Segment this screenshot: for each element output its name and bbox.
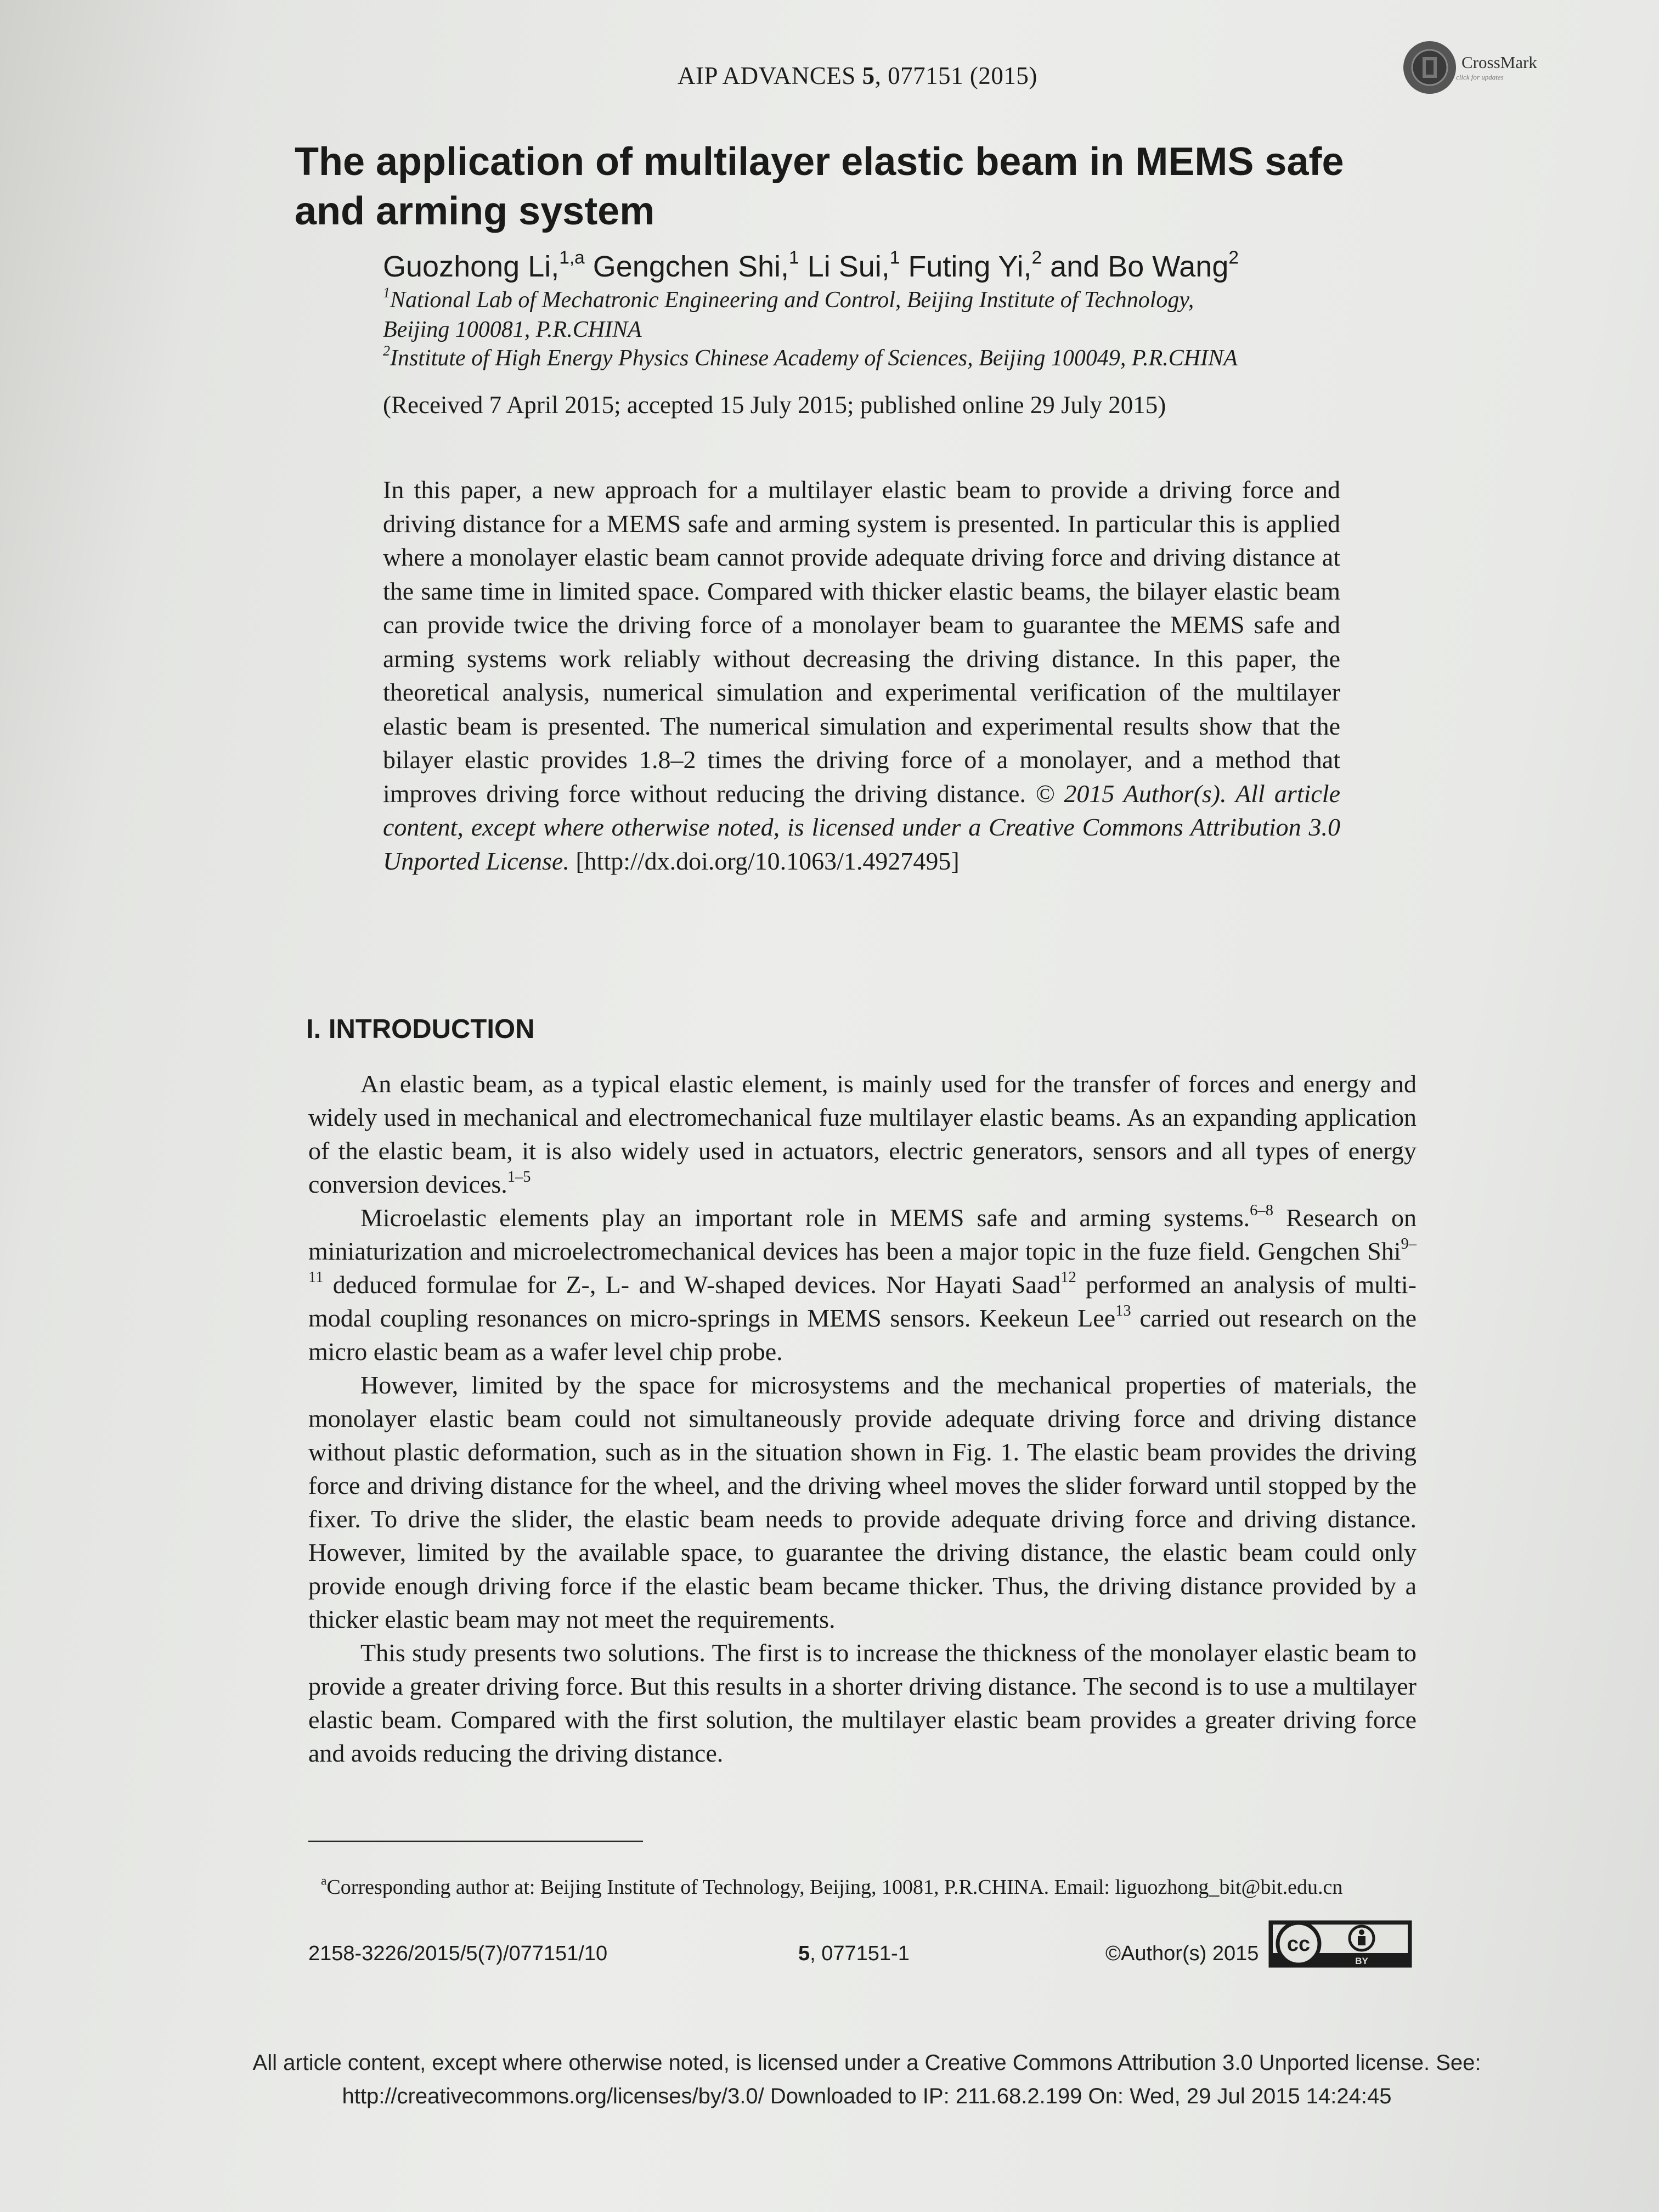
license-note-line-1: All article content, except where otherwise noted, is licensed under a Creative Commons Attribution 3.0 Unported license. See: (252, 2051, 1481, 2075)
publication-dates: (Received 7 April 2015; accepted 15 July 2015; published online 29 July 2015) (383, 391, 1166, 419)
abstract-text: In this paper, a new approach for a multilayer elastic beam to provide a driving force and driving distance for a MEMS safe and arming system is presented. In particular this is applied where a monolayer elastic beam cannot provide adequate driving force and driving distance at the same time in limited space. Compared with thicker elastic beams, the bilayer elastic beam can provide twice the driving force of a monolayer beam to guarantee the MEMS safe and arming systems work reliably without decreasing the driving distance. In this paper, the theoretical analysis, numerical simulation and experimental verification of the multilayer elastic beam is presented. The numerical simulation and experimental results show that the bilayer elastic provides 1.8–2 times the driving force of a monolayer, and a method that improves driving force without reducing the driving distance. (383, 476, 1340, 808)
title-line-1: The application of multilayer elastic beam in MEMS safe (295, 140, 1344, 184)
intro-paragraph-1: An elastic beam, as a typical elastic element, is mainly used for the transfer of forces and energy and widely used in mechanical and electromechanical fuze multilayer elastic beams. As an expanding application of the elastic beam, it is also widely used in actuators, electric generators, sensors and all types of energy conversion devices.$^{1-5}$ (308, 1070, 1417, 1198)
author-name: Futing Yi, (900, 250, 1032, 283)
intro-paragraph-2: Microelastic elements play an important role in MEMS safe and arming systems.$^{6-8}$ Research on miniaturization and microelectromechanical devices has been a major topic in the fuze field. Gengchen Shi$^{9-11}$ deduced formulae for Z-, L- and W-shaped devices. Nor Hayati Saad$^{12}$ performed an analysis of multi-modal coupling resonances on micro-springs in MEMS sensors. Keekeun Lee$^{13}$ carried out research on the micro elastic beam as a wafer level chip probe. (308, 1202, 1417, 1365)
intro-paragraph-3: However, limited by the space for microsystems and the mechanical properties of materials, the monolayer elastic beam could not simultaneously provide adequate driving force and driving distance without plastic deformation, such as in the situation shown in Fig. 1. The elastic beam provides the driving force and driving distance for the wheel, and the driving wheel moves the slider forward until stopped by the fixer. To drive the slider, the elastic beam needs to provide adequate driving force and driving distance. However, limited by the available space, to guarantee the driving distance, the elastic beam could only provide enough driving force if the elastic beam became thicker. Thus, the driving distance provided by a thicker elastic beam may not meet the requirements. (308, 1371, 1417, 1633)
author-name: and Bo Wang (1042, 250, 1229, 283)
affiliation-text: Institute of High Energy Physics Chinese Academy of Sciences, Beijing 100049, P.R.CHINA (390, 346, 1238, 371)
citation-ref[interactable]: 1–5 (507, 1169, 531, 1186)
cc-by-license-icon[interactable] (1268, 1920, 1412, 1968)
author-sup: 1 (789, 247, 799, 268)
abstract-license: © 2015 Author(s). All article content, except where otherwise noted, is licensed under a Creative Commons Attribution 3.0 Unported License. (383, 779, 1340, 875)
footnote-divider (308, 1841, 643, 1842)
affiliation-text: National Lab of Mechatronic Engineering and Control, Beijing Institute of Technology, (390, 287, 1194, 313)
section-heading: I. INTRODUCTION (306, 1014, 535, 1044)
journal-name: AIP ADVANCES (678, 62, 856, 89)
title-line-2: and arming system (295, 189, 655, 233)
journal-article-year: , 077151 (2015) (874, 62, 1037, 89)
author-name: Guozhong Li, (383, 250, 560, 283)
citation-ref[interactable]: 12 (1060, 1269, 1076, 1286)
author-sup: 2 (1228, 247, 1239, 268)
footnote (321, 1875, 1342, 1899)
affiliation-text: Beijing 100081, P.R.CHINA (383, 317, 642, 342)
footnote-text: Corresponding author at: Beijing Institute of Technology, Beijing, 10081, P.R.CHINA. Email: liguozhong_bit@bit.edu.cn (326, 1876, 1343, 1899)
license-note-line-2: http://creativecommons.org/licenses/by/3.0/ Downloaded to IP: 211.68.2.199 On: Wed, 29 Jul 2015 14:24:45 (342, 2084, 1392, 2108)
crossmark-icon (1403, 41, 1456, 94)
page-identifier: 5, 077151-1 (798, 1942, 910, 1965)
intro-paragraph-4: This study presents two solutions. The first is to increase the thickness of the monolayer elastic beam to provide a greater driving force. But this results in a shorter driving distance. The second is to use a multilayer elastic beam. Compared with the first solution, the multilayer elastic beam provides a greater driving force and avoids reducing the driving distance. (308, 1639, 1417, 1767)
crossmark-sublabel: click for updates (1456, 72, 1504, 81)
journal-header (678, 61, 1037, 90)
affiliation-2 (383, 343, 1398, 373)
author-name: Li Sui, (799, 250, 890, 283)
copyright-notice: ©Author(s) 2015 (1105, 1942, 1259, 1965)
introduction-body (308, 1067, 1417, 1770)
paper-title (295, 137, 1392, 236)
license-note (236, 2046, 1498, 2113)
citation-ref[interactable]: 6–8 (1250, 1202, 1273, 1220)
abstract (383, 473, 1340, 878)
citation-ref[interactable]: 9–11 (308, 1235, 1417, 1286)
citation-ref[interactable]: 13 (1115, 1302, 1131, 1320)
svg-text:cc: cc (1286, 1933, 1311, 1956)
journal-volume: 5 (862, 62, 875, 89)
affiliation-sup: 2 (383, 342, 391, 359)
affiliation-1 (383, 285, 1370, 345)
author-sup: 1,a (559, 247, 585, 268)
author-sup: 1 (889, 247, 900, 268)
crossmark-label: CrossMark (1462, 52, 1537, 72)
author-list (383, 247, 1239, 284)
abstract-doi-link[interactable]: [http://dx.doi.org/10.1063/1.4927495] (569, 847, 960, 875)
cc-by-label: BY (1355, 1956, 1368, 1966)
crossmark-badge[interactable] (1403, 37, 1551, 98)
footnote-sup: a (321, 1874, 327, 1888)
author-name: Gengchen Shi, (584, 250, 789, 283)
affiliation-sup: 1 (383, 284, 391, 301)
author-sup: 2 (1031, 247, 1042, 268)
issn-code: 2158-3226/2015/5(7)/077151/10 (308, 1942, 608, 1965)
